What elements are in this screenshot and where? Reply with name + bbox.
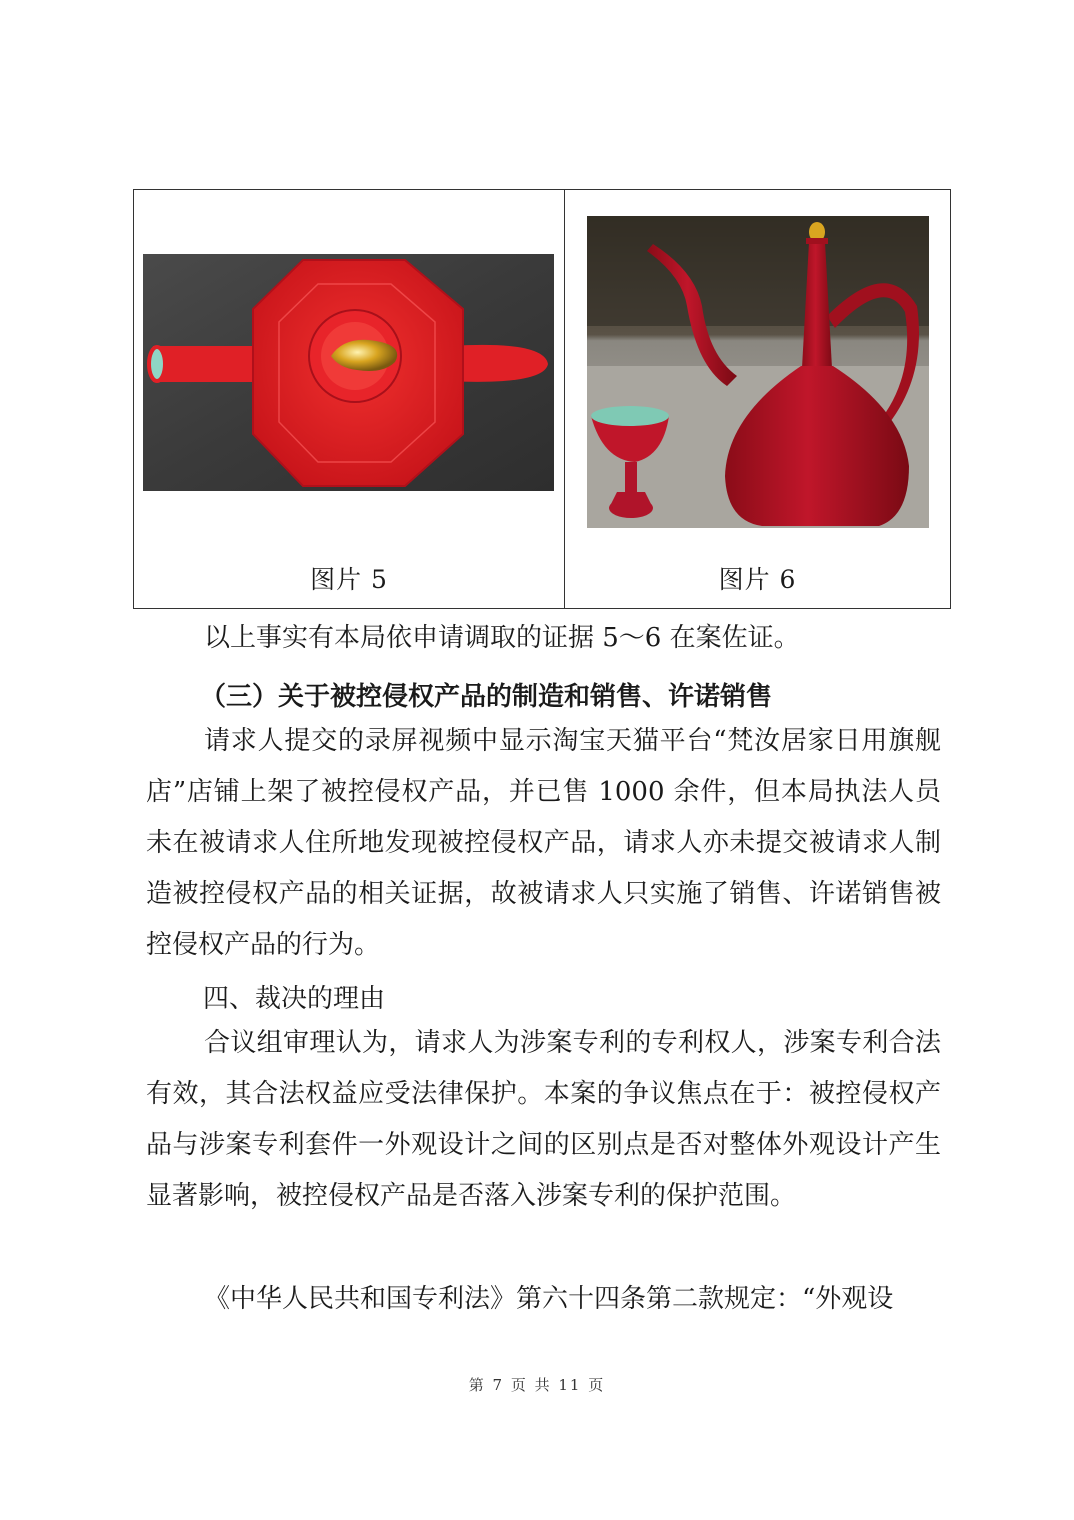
section-3-heading: （三）关于被控侵权产品的制造和销售、许诺销售: [200, 682, 773, 712]
page-footer: 第 7 页 共 11 页: [468, 1376, 606, 1394]
figure-table: [133, 189, 951, 609]
figure-cell-6: [565, 190, 950, 608]
section-3-body: 请求人提交的录屏视频中显示淘宝天猫平台“梵汝居家日用旗舰店”店铺上架了被控侵权产品，并已售 1000 余件，但本局执法人员未在被请求人住所地发现被控侵权产品，请求人亦未提交被请求人制造被控侵权产品的相关证据，故被请求人只实施了销售、许诺销售被控侵权产品的行为。: [146, 726, 941, 960]
figure-6-caption: 图片 6: [718, 565, 797, 594]
photo-ewer-and-cup: [587, 216, 929, 528]
section-4-body: 合议组审理认为，请求人为涉案专利的专利权人，涉案专利合法有效，其合法权益应受法律保护。本案的争议焦点在于：被控侵权产品与涉案专利套件一外观设计之间的区别点是否对整体外观设计产生显著影响，被控侵权产品是否落入涉案专利的保护范围。: [146, 1028, 941, 1211]
evidence-paragraph: 以上事实有本局依申请调取的证据 5～6 在案佐证。: [204, 623, 800, 653]
section-4-heading: 四、裁决的理由: [203, 984, 386, 1014]
figure-5-caption: 图片 5: [310, 565, 388, 594]
photo-teapot-top-view: [143, 254, 554, 491]
figure-cell-5: [134, 190, 565, 608]
law-quote-paragraph: 《中华人民共和国专利法》第六十四条第二款规定：“外观设: [204, 1284, 894, 1314]
